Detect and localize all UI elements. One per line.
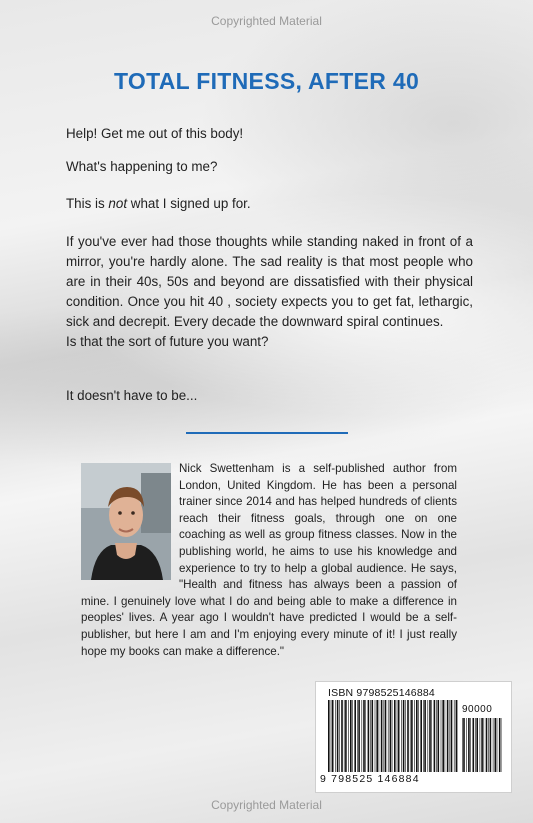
barcode-stripe	[450, 700, 451, 772]
barcode-stripe	[331, 700, 332, 772]
intro-line-3-start: This is	[66, 196, 109, 211]
barcode-stripe	[418, 700, 419, 772]
barcode-stripe	[451, 700, 453, 772]
barcode-stripe	[493, 718, 494, 772]
barcode-stripe	[341, 700, 343, 772]
barcode-stripe	[385, 700, 387, 772]
barcode-stripe	[379, 700, 380, 772]
barcode-stripe	[363, 700, 365, 772]
barcode-stripe	[384, 700, 385, 772]
barcode-stripe	[357, 700, 358, 772]
barcode-stripe	[436, 700, 437, 772]
barcode-stripe	[466, 718, 467, 772]
isbn-label: ISBN 9798525146884	[328, 687, 435, 699]
barcode-stripe	[352, 700, 353, 772]
barcode-stripe	[405, 700, 406, 772]
barcode-stripe	[368, 700, 370, 772]
book-title: TOTAL FITNESS, AFTER 40	[113, 68, 420, 94]
barcode-stripe	[431, 700, 432, 772]
barcode-stripe	[429, 700, 431, 772]
barcode-stripe	[398, 700, 400, 772]
barcode-stripe	[481, 718, 483, 772]
barcode-bars-main	[328, 700, 458, 772]
barcode-stripe	[416, 700, 418, 772]
barcode-stripe	[354, 700, 356, 772]
price-code: 90000	[462, 704, 493, 715]
barcode-stripe	[434, 700, 436, 772]
intro-line-2: What's happening to me?	[66, 159, 218, 174]
barcode-stripe	[392, 700, 393, 772]
barcode-stripe	[456, 700, 458, 772]
copyright-watermark-top: Copyrighted Material	[211, 14, 322, 28]
copyright-watermark-bottom: Copyrighted Material	[211, 798, 322, 812]
intro-closing: It doesn't have to be...	[66, 388, 198, 403]
barcode-stripe	[328, 700, 330, 772]
barcode-stripe	[345, 700, 347, 772]
barcode-stripe	[335, 700, 336, 772]
barcode-stripe	[499, 718, 501, 772]
barcode-stripe	[414, 700, 415, 772]
barcode-stripe	[488, 718, 489, 772]
barcode-stripe	[348, 700, 349, 772]
barcode-stripe	[438, 700, 440, 772]
barcode-stripe	[476, 718, 478, 772]
barcode-stripe	[463, 718, 465, 772]
barcode-stripe	[344, 700, 345, 772]
barcode-stripe	[441, 700, 442, 772]
intro-question: Is that the sort of future you want?	[66, 334, 269, 349]
barcode-stripe	[375, 700, 376, 772]
barcode-stripe	[397, 700, 398, 772]
barcode-stripe	[390, 700, 392, 772]
barcode-stripe	[337, 700, 339, 772]
intro-line-3-emphasis: not	[108, 196, 128, 211]
barcode-stripe	[428, 700, 429, 772]
barcode-stripe	[370, 700, 371, 772]
barcode-stripe	[442, 700, 444, 772]
intro-line-3	[66, 194, 473, 214]
barcode-stripe	[394, 700, 396, 772]
barcode-stripe	[475, 718, 476, 772]
intro-paragraph-text: If you've ever had those thoughts while standing naked in front of a mirror, you're hardly alone. The sad reality is that most people who are in their 40s, 50s and beyond are dissatisfied with their physical condition. Once you hit 40 , society expects you to get fat, lethargic, sick and decrepit. Every decade the downward spiral continues.	[66, 234, 473, 329]
author-bio-text: Nick Swettenham is a self-published author from London, United Kingdom. He has been a personal trainer since 2014 and has helped hundreds of clients reach their fitness goals, through one on one coaching as well as group fitness classes. Now in the publishing world, he aims to use his knowledge and experience to try to help a global audience. He says, "Health and fitness has always been a passion of mine. I genuinely love what I do and being able to make a difference in peoples' lives. A year ago I wouldn't have predicted I would be a self-publisher, but here I am and I'm enjoying every minute of it! I just really hope my books can make a difference."	[81, 462, 457, 658]
barcode-stripe	[332, 700, 334, 772]
barcode-stripe	[424, 700, 426, 772]
barcode-stripe	[403, 700, 405, 772]
barcode-stripe	[486, 718, 488, 772]
barcode-stripe	[401, 700, 402, 772]
barcode-digits: 9 798525 146884	[320, 773, 420, 785]
barcode-stripe	[358, 700, 360, 772]
barcode-stripe	[468, 718, 470, 772]
intro-line-3-end: what I signed up for.	[127, 196, 251, 211]
intro-line-1: Help! Get me out of this body!	[66, 126, 244, 141]
barcode-stripe	[447, 700, 449, 772]
barcode-stripe	[376, 700, 378, 772]
barcode-stripe	[365, 700, 366, 772]
barcode-stripe	[470, 718, 471, 772]
barcode-stripe	[339, 700, 340, 772]
barcode-stripe	[473, 718, 475, 772]
barcode-stripe	[388, 700, 389, 772]
barcode-stripe	[362, 700, 363, 772]
barcode-stripe	[407, 700, 409, 772]
barcode-stripe	[490, 718, 492, 772]
barcode-stripe	[462, 718, 463, 772]
barcode-bars-addon	[462, 718, 502, 772]
barcode-stripe	[372, 700, 374, 772]
barcode-stripe	[497, 718, 498, 772]
barcode-stripe	[495, 718, 497, 772]
author-bio	[81, 461, 457, 660]
barcode-stripe	[484, 718, 485, 772]
barcode-stripe	[411, 700, 413, 772]
barcode-stripe	[420, 700, 422, 772]
barcode-stripe	[381, 700, 383, 772]
barcode-stripe	[454, 700, 455, 772]
photo-spacer	[81, 461, 179, 578]
section-divider	[186, 432, 348, 434]
barcode-stripe	[350, 700, 352, 772]
barcode-stripe	[480, 718, 481, 772]
barcode-stripe	[423, 700, 424, 772]
intro-paragraph	[66, 232, 473, 352]
barcode-stripe	[410, 700, 411, 772]
barcode-stripe	[445, 700, 446, 772]
isbn-barcode	[315, 681, 512, 793]
